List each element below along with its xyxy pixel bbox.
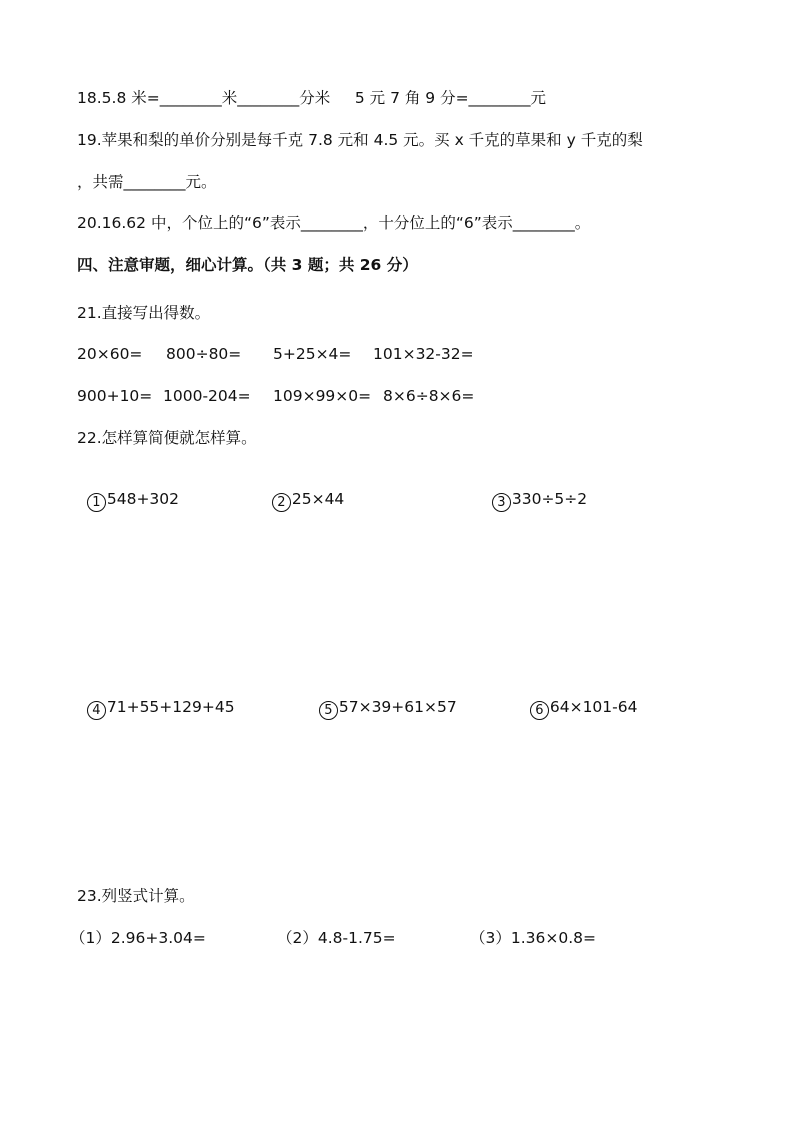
q22-item bbox=[482, 469, 587, 512]
q21-prompt: 21.直接写出得数。 bbox=[77, 304, 211, 322]
circled-number: 4 bbox=[87, 701, 106, 720]
q23-item: （1）2.96+3.04= bbox=[70, 929, 206, 947]
q22-expr: 25×44 bbox=[291, 490, 345, 508]
q23-item: （3）1.36×0.8= bbox=[470, 929, 596, 947]
q20-line: 20.16.62 中，个位上的“6”表示________，十分位上的“6”表示________。 bbox=[77, 214, 591, 232]
q23-item: （2）4.8-1.75= bbox=[277, 929, 396, 947]
q21-expr: 8×6÷8×6= bbox=[383, 387, 475, 405]
q22-expr: 57×39+61×57 bbox=[338, 698, 457, 716]
q21-expr: 900+10= bbox=[77, 387, 153, 405]
q22-item bbox=[77, 677, 235, 720]
q22-item bbox=[309, 677, 457, 720]
circled-number: 5 bbox=[319, 701, 338, 720]
q22-item bbox=[262, 469, 344, 512]
circled-number: 6 bbox=[530, 701, 549, 720]
q21-expr: 101×32-32= bbox=[373, 345, 474, 363]
q23-prompt: 23.列竖式计算。 bbox=[77, 887, 195, 905]
q22-expr: 64×101-64 bbox=[549, 698, 638, 716]
q21-expr: 20×60= bbox=[77, 345, 143, 363]
q21-expr: 1000-204= bbox=[163, 387, 251, 405]
circled-number: 1 bbox=[87, 493, 106, 512]
q21-expr: 800÷80= bbox=[166, 345, 242, 363]
q21-expr: 5+25×4= bbox=[273, 345, 352, 363]
q22-prompt: 22.怎样算简便就怎样算。 bbox=[77, 429, 257, 447]
q19-line-2: ，共需________元。 bbox=[77, 173, 217, 191]
q22-expr: 330÷5÷2 bbox=[511, 490, 588, 508]
q19-line-1: 19.苹果和梨的单价分别是每千克 7.8 元和 4.5 元。买 x 千克的草果和 y 千克的梨 bbox=[77, 131, 643, 149]
circled-number: 2 bbox=[272, 493, 291, 512]
q22-item bbox=[520, 677, 637, 720]
q21-expr: 109×99×0= bbox=[273, 387, 372, 405]
q22-expr: 548+302 bbox=[106, 490, 180, 508]
circled-number: 3 bbox=[492, 493, 511, 512]
section-4-title: 四、注意审题，细心计算。（共 3 题；共 26 分） bbox=[77, 256, 418, 274]
q22-item bbox=[77, 469, 179, 512]
q22-expr: 71+55+129+45 bbox=[106, 698, 235, 716]
q18-line: 18.5.8 米=________米________分米 5 元 7 角 9 分=________元 bbox=[77, 89, 547, 107]
